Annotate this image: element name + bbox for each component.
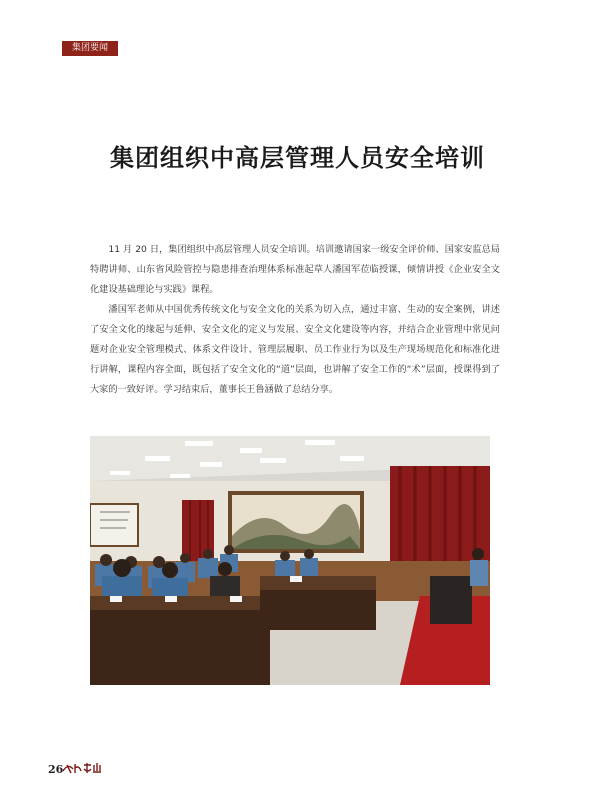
training-photo <box>90 436 490 685</box>
magazine-logo <box>60 759 104 777</box>
article-paragraph: 潘国军老师从中国优秀传统文化与安全文化的关系为切入点，通过丰富、生动的安全案例，讲述了安全文化的缘起与延伸、安全文化的定义与发展、安全文化建设等内容，并结合企业管理中常见问题对企业安全管理模式、体系文件设计、管理层履职、员工作业行为以及生产现场规范化和标准化进行讲解，课程内容全面，既包括了安全文化的“道”层面，也讲解了安全工作的“术”层面，授课得到了大家的一致好评。学习结束后，董事长王鲁涵做了总结分享。 <box>90 304 500 395</box>
article-title: 集团组织中高层管理人员安全培训 <box>110 143 485 172</box>
page-number: 26 <box>48 763 64 776</box>
article-paragraph: 11 月 20 日，集团组织中高层管理人员安全培训。培训邀请国家一级安全评价师、国家安监总局特聘讲师、山东省风险管控与隐患排查治理体系标准起草人潘国军莅临授课，倾情讲授《企业安全文化建设基础理论与实践》课程。 <box>90 244 500 295</box>
section-tag: 集团要闻 <box>62 41 118 56</box>
article-body <box>90 240 500 400</box>
